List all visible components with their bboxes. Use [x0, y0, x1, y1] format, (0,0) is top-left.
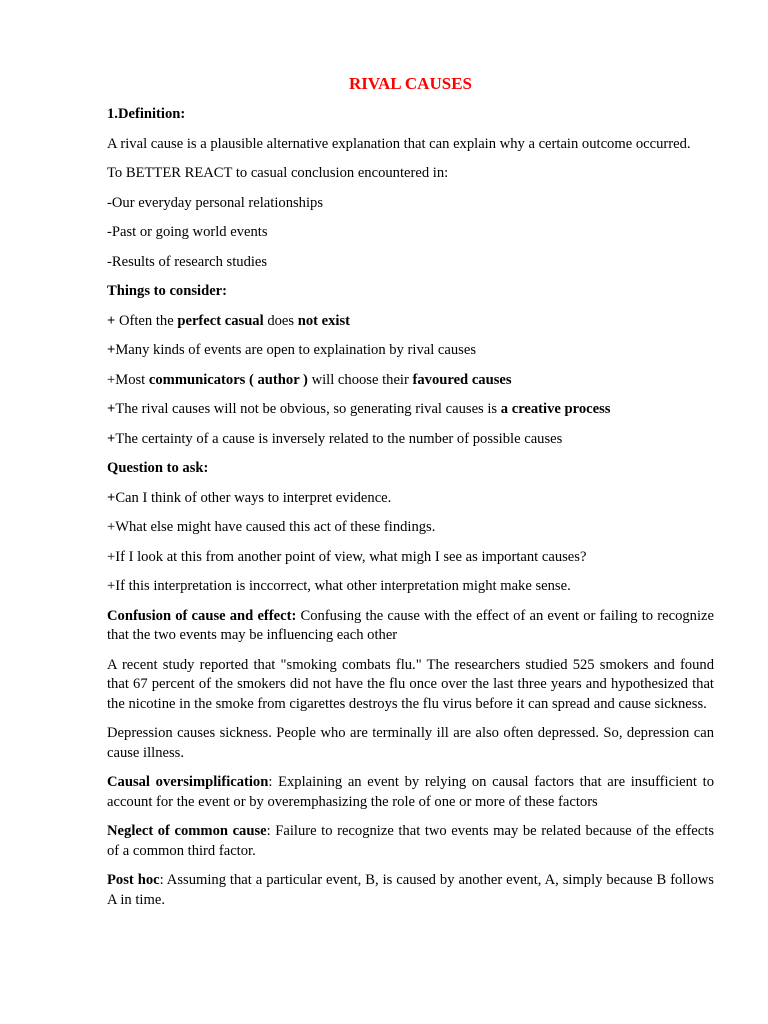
list-item: +Can I think of other ways to interpret evidence. — [107, 489, 392, 506]
list-item: +If I look at this from another point of view, what migh I see as important causes? — [107, 548, 587, 565]
definition-text: A rival cause is a plausible alternative explanation that can explain why a certain outcome occurred. — [107, 135, 691, 152]
better-react-line: To BETTER REACT to casual conclusion encountered in: — [107, 165, 449, 181]
smoking-example-paragraph: A recent study reported that "smoking combats flu." The researchers studied 525 smokers and found that 67 percent of the smokers did not have the flu once over the last three years and hypothesized that the nicotine in the smoke from cigarettes destroys the flu virus before it can spread and cause sickness. — [107, 656, 714, 712]
list-item: +If this interpretation is inccorrect, what other interpretation might make sense. — [107, 578, 571, 594]
question-heading: Question to ask: — [107, 460, 209, 476]
list-item: -Past or going world events — [107, 224, 268, 240]
list-item: -Our everyday personal relationships — [107, 194, 323, 211]
definition-heading: 1.Definition: — [107, 106, 186, 122]
depression-example-paragraph: Depression causes sickness. People who are terminally ill are also often depressed. So, depression can cause illness. — [107, 725, 714, 761]
list-item: +The certainty of a cause is inversely related to the number of possible causes — [107, 430, 563, 447]
list-item: +What else might have caused this act of these findings. — [107, 519, 436, 535]
list-item: +Many kinds of events are open to explaination by rival causes — [107, 342, 477, 358]
list-item: +Most communicators ( author ) will choose their favoured causes — [107, 371, 512, 388]
things-heading: Things to consider: — [107, 283, 228, 299]
neglect-paragraph: Neglect of common cause: Failure to recognize that two events may be related because of the effects of a common third factor. — [107, 823, 714, 859]
list-item: -Results of research studies — [107, 253, 268, 270]
oversimplification-paragraph: Causal oversimplification: Explaining an event by relying on causal factors that are insufficient to account for the event or by overemphasizing the role of one or more of these factors — [107, 774, 714, 810]
confusion-paragraph: Confusion of cause and effect: Confusing the cause with the effect of an event or failing to recognize that the two events may be influencing each other — [107, 607, 714, 643]
post-hoc-paragraph: Post hoc: Assuming that a particular event, B, is caused by another event, A, simply because B follows A in time. — [107, 872, 714, 908]
list-item: + Often the perfect casual does not exist — [107, 312, 351, 329]
list-item: +The rival causes will not be obvious, so generating rival causes is a creative process — [107, 401, 611, 417]
page-title: RIVAL CAUSES — [349, 74, 472, 93]
